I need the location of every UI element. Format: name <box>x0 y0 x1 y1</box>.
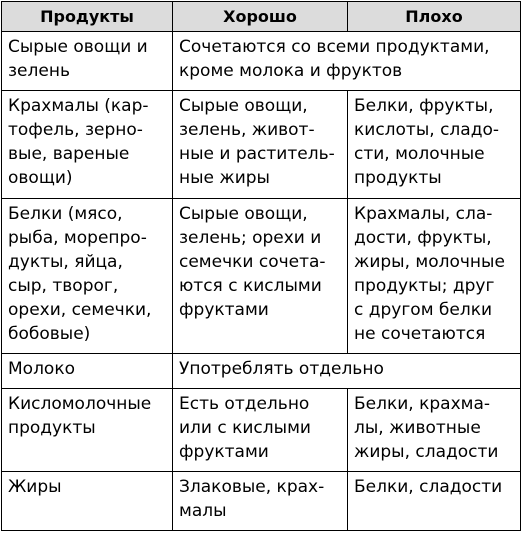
cell-line: дости, фрукты, <box>354 228 492 248</box>
cell-line: кислоты, сладо- <box>354 120 499 140</box>
good-cell <box>173 472 348 531</box>
cell-line: сыр, творог, <box>8 276 119 296</box>
cell-line: тофель, зерно- <box>8 120 143 140</box>
cell-line: Сырые овощи и <box>8 37 148 57</box>
cell-line: Молоко <box>8 359 76 379</box>
cell-line: кроме молока и фруктов <box>179 61 403 81</box>
cell-line: Есть отдельно <box>179 394 310 414</box>
cell-line: продукты <box>354 168 442 188</box>
cell-line: Белки, фрукты, <box>354 96 494 116</box>
cell-line: с другом белки <box>354 300 493 320</box>
product-cell <box>2 91 173 199</box>
cell-line: Белки (мясо, <box>8 204 123 224</box>
header-good: Хорошо <box>173 2 348 32</box>
cell-line: Кисломолочные <box>8 394 152 414</box>
cell-line: Крахмалы (кар- <box>8 96 149 116</box>
bad-cell <box>348 199 521 354</box>
food-combination-table <box>1 1 521 531</box>
cell-line: Злаковые, крах- <box>179 477 325 497</box>
cell-line: Сырые овощи, <box>179 96 308 116</box>
cell-line: малы <box>179 501 227 521</box>
cell-line: фруктами <box>179 442 269 462</box>
cell-line: Крахмалы, сла- <box>354 204 493 224</box>
cell-line: фруктами <box>179 300 269 320</box>
product-cell <box>2 389 173 472</box>
cell-line: ются с кислыми <box>179 276 322 296</box>
header-bad: Плохо <box>348 2 521 32</box>
bad-cell <box>348 472 521 531</box>
table-row <box>2 91 521 199</box>
merged-cell <box>173 32 521 91</box>
cell-line: лы, животные <box>354 418 481 438</box>
cell-line: зелень <box>8 61 70 81</box>
cell-line: ные и раститель- <box>179 144 335 164</box>
product-cell <box>2 354 173 389</box>
product-cell <box>2 472 173 531</box>
cell-line: Жиры <box>8 477 62 497</box>
cell-line: Сырые овощи, <box>179 204 308 224</box>
table-row <box>2 199 521 354</box>
cell-line: Белки, крахма- <box>354 394 491 414</box>
cell-line: продукты <box>8 418 96 438</box>
merged-cell <box>173 354 521 389</box>
cell-line: Сочетаются со всеми продуктами, <box>179 37 490 57</box>
cell-line: рыба, морепро- <box>8 228 147 248</box>
table-row <box>2 389 521 472</box>
cell-line: или с кислыми <box>179 418 311 438</box>
table-row <box>2 32 521 91</box>
product-cell <box>2 32 173 91</box>
cell-line: орехи, семечки, <box>8 300 152 320</box>
bad-cell <box>348 389 521 472</box>
header-row <box>2 2 521 32</box>
cell-line: дукты, яйца, <box>8 252 123 272</box>
cell-line: жиры, сладости <box>354 442 499 462</box>
cell-line: ные жиры <box>179 168 270 188</box>
cell-line: Белки, сладости <box>354 477 503 497</box>
table-row <box>2 472 521 531</box>
cell-line: овощи) <box>8 168 73 188</box>
good-cell <box>173 199 348 354</box>
cell-line: сти, молочные <box>354 144 485 164</box>
product-cell <box>2 199 173 354</box>
cell-line: зелень; орехи и <box>179 228 322 248</box>
cell-line: Употреблять отдельно <box>179 359 384 379</box>
cell-line: зелень, живот- <box>179 120 315 140</box>
header-products: Продукты <box>2 2 173 32</box>
good-cell <box>173 91 348 199</box>
table-row <box>2 354 521 389</box>
cell-line: семечки сочета- <box>179 252 326 272</box>
cell-line: не сочетаются <box>354 324 486 344</box>
bad-cell <box>348 91 521 199</box>
good-cell <box>173 389 348 472</box>
cell-line: вые, вареные <box>8 144 130 164</box>
cell-line: бобовые) <box>8 324 91 344</box>
cell-line: жиры, молочные <box>354 252 505 272</box>
cell-line: продукты; друг <box>354 276 495 296</box>
